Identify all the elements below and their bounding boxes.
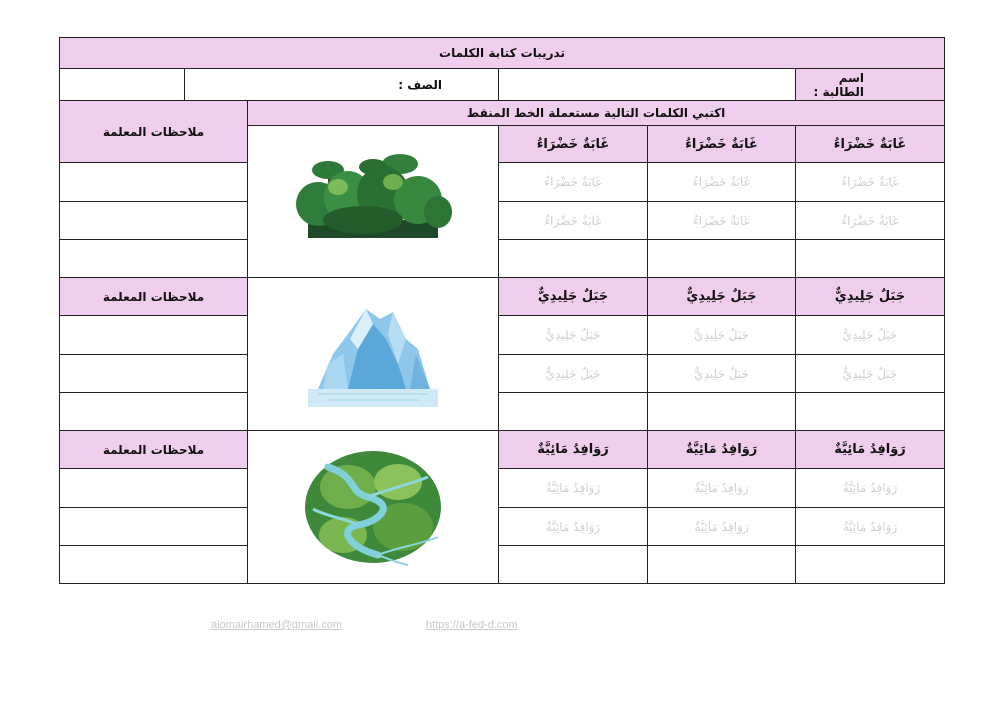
picture-cell bbox=[248, 126, 499, 278]
writing-cell[interactable] bbox=[796, 240, 945, 278]
teacher-notes-header: ملاحظات المعلمة bbox=[60, 101, 248, 163]
dotted-word: جَبَلٌ جَلِيدِيٌّ bbox=[796, 355, 945, 393]
model-word: غَابَةٌ خَضْرَاءُ bbox=[796, 126, 945, 163]
dotted-word: رَوَافِدُ مَائِيَّةٌ bbox=[796, 469, 945, 508]
dotted-word: غَابَةٌ خَضْرَاءُ bbox=[648, 202, 796, 240]
iceberg-icon bbox=[288, 294, 458, 414]
model-word: رَوَافِدُ مَائِيَّةٌ bbox=[796, 431, 945, 469]
dotted-word: غَابَةٌ خَضْرَاءُ bbox=[796, 163, 945, 202]
student-name-value-cell[interactable] bbox=[499, 69, 796, 101]
dotted-word: رَوَافِدُ مَائِيَّةٌ bbox=[499, 469, 648, 508]
instruction: اكتبي الكلمات التالية مستعملة الخط المنقط bbox=[248, 101, 945, 126]
class-label: الصف : bbox=[185, 69, 499, 101]
dotted-word: جَبَلٌ جَلِيدِيٌّ bbox=[499, 316, 648, 355]
dotted-word: غَابَةٌ خَضْرَاءُ bbox=[648, 163, 796, 202]
dotted-word: جَبَلٌ جَلِيدِيٌّ bbox=[648, 316, 796, 355]
notes-line[interactable] bbox=[60, 508, 248, 546]
model-word: جَبَلٌ جَلِيدِيٌّ bbox=[648, 278, 796, 316]
river-icon bbox=[288, 447, 458, 567]
class-value-cell[interactable] bbox=[60, 69, 185, 101]
dotted-word: غَابَةٌ خَضْرَاءُ bbox=[796, 202, 945, 240]
model-word: غَابَةٌ خَضْرَاءُ bbox=[499, 126, 648, 163]
worksheet-title: تدريبات كتابة الكلمات bbox=[60, 38, 945, 69]
notes-line[interactable] bbox=[60, 240, 248, 278]
student-name-label: اسم الطالبة : bbox=[796, 69, 945, 101]
notes-line[interactable] bbox=[60, 546, 248, 584]
writing-cell[interactable] bbox=[499, 240, 648, 278]
notes-line[interactable] bbox=[60, 355, 248, 393]
footer-site-link[interactable]: https://a-fed-d.com bbox=[426, 619, 518, 631]
dotted-word: جَبَلٌ جَلِيدِيٌّ bbox=[499, 355, 648, 393]
writing-cell[interactable] bbox=[648, 546, 796, 584]
notes-line[interactable] bbox=[60, 202, 248, 240]
notes-line[interactable] bbox=[60, 469, 248, 508]
teacher-notes-header: ملاحظات المعلمة bbox=[60, 431, 248, 469]
dotted-word: رَوَافِدُ مَائِيَّةٌ bbox=[796, 508, 945, 546]
notes-line[interactable] bbox=[60, 316, 248, 355]
writing-cell[interactable] bbox=[796, 393, 945, 431]
footer-email-link[interactable]: alomairhamed@gmail.com bbox=[211, 619, 342, 631]
forest-icon bbox=[288, 142, 458, 262]
teacher-notes-header: ملاحظات المعلمة bbox=[60, 278, 248, 316]
worksheet-table bbox=[59, 37, 945, 584]
dotted-word: جَبَلٌ جَلِيدِيٌّ bbox=[648, 355, 796, 393]
notes-line[interactable] bbox=[60, 393, 248, 431]
dotted-word: غَابَةٌ خَضْرَاءُ bbox=[499, 202, 648, 240]
model-word: رَوَافِدُ مَائِيَّةٌ bbox=[499, 431, 648, 469]
picture-cell bbox=[248, 431, 499, 584]
dotted-word: رَوَافِدُ مَائِيَّةٌ bbox=[499, 508, 648, 546]
writing-cell[interactable] bbox=[648, 240, 796, 278]
writing-cell[interactable] bbox=[499, 393, 648, 431]
picture-cell bbox=[248, 278, 499, 431]
model-word: جَبَلٌ جَلِيدِيٌّ bbox=[796, 278, 945, 316]
writing-cell[interactable] bbox=[499, 546, 648, 584]
dotted-word: رَوَافِدُ مَائِيَّةٌ bbox=[648, 508, 796, 546]
dotted-word: رَوَافِدُ مَائِيَّةٌ bbox=[648, 469, 796, 508]
notes-line[interactable] bbox=[60, 163, 248, 202]
model-word: جَبَلٌ جَلِيدِيٌّ bbox=[499, 278, 648, 316]
writing-cell[interactable] bbox=[796, 546, 945, 584]
writing-cell[interactable] bbox=[648, 393, 796, 431]
model-word: غَابَةٌ خَضْرَاءُ bbox=[648, 126, 796, 163]
dotted-word: جَبَلٌ جَلِيدِيٌّ bbox=[796, 316, 945, 355]
model-word: رَوَافِدُ مَائِيَّةٌ bbox=[648, 431, 796, 469]
dotted-word: غَابَةٌ خَضْرَاءُ bbox=[499, 163, 648, 202]
